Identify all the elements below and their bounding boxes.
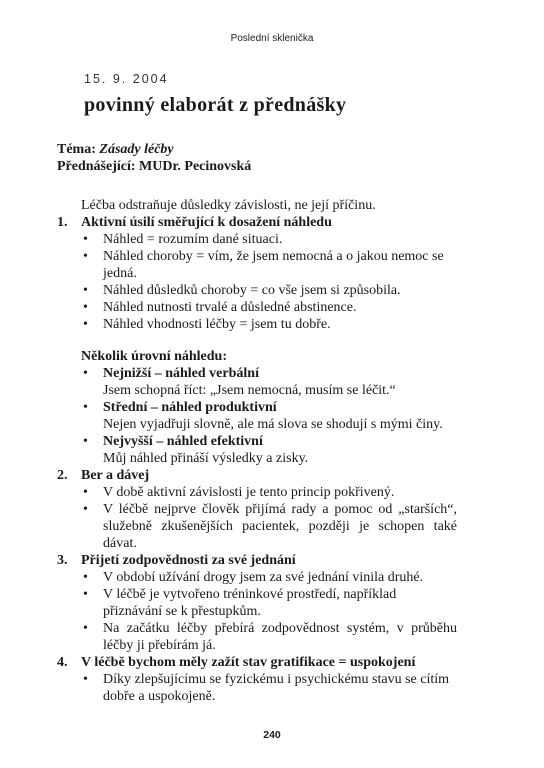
topic-value: Zásady léčby [99,142,174,157]
section-heading: V léčbě bychom měly zažít stav gratifikace = uspokojení [81,655,416,670]
lecturer-line [57,158,457,175]
list-item [81,316,457,333]
bullet-list [81,671,457,705]
section-3 [57,552,457,654]
bullet-list [81,569,457,654]
section-1 [57,214,457,333]
bullet-icon: • [83,317,88,332]
bullet-icon: • [83,283,88,298]
bullet-icon: • [83,570,88,585]
lecturer-value: MUDr. Pecinovská [139,159,252,174]
document-body [57,141,457,705]
list-item-text: Náhled choroby = vím, že jsem nemocná a o jakou nemoc se jedná. [103,249,444,281]
list-item [81,484,457,501]
list-item-text: V době aktivní závislosti je tento princip pokřivený. [103,485,395,500]
list-item [81,231,457,248]
bullet-list [81,231,457,333]
list-item-text: V léčbě je vytvořeno tréninkové prostředí, například přiznávání se k přestupkům. [103,587,397,619]
running-header: Poslední sklenička [230,33,314,44]
section-2 [57,467,457,552]
levels-list [81,365,457,467]
bullet-icon: • [83,232,88,247]
page-title: povinný elaborát z přednášky [84,94,347,116]
bullet-icon: • [83,249,88,264]
section-heading: Ber a dávej [81,468,150,483]
level-name: Střední – náhled produktivní [103,400,277,415]
list-item-text: Náhled vhodnosti léčby = jsem tu dobře. [103,317,331,332]
list-item [81,282,457,299]
bullet-list [81,484,457,552]
section-heading: Aktivní úsilí směřující k dosažení náhledu [81,215,332,230]
bullet-icon: • [83,434,88,449]
level-desc: Jsem schopná říct: „Jsem nemocná, musím se léčit.“ [103,383,396,398]
levels-heading: Několik úrovní náhledu: [81,349,228,364]
level-name: Nejnižší – náhled verbální [103,366,259,381]
bullet-icon: • [83,502,88,517]
list-item [81,248,457,282]
topic-line [57,141,457,158]
level-item [81,365,457,399]
page-number: 240 [263,729,281,741]
level-desc: Můj náhled přináší výsledky a zisky. [103,451,309,466]
bullet-icon: • [83,485,88,500]
list-item [81,299,457,316]
level-item [81,433,457,467]
section-number: 3. [57,553,68,568]
section-number: 1. [57,215,68,230]
bullet-icon: • [83,672,88,687]
topic-label: Téma: [57,142,96,157]
bullet-icon: • [83,300,88,315]
list-item-text: Náhled nutnosti trvalé a důsledné abstinence. [103,300,357,315]
list-item [81,569,457,586]
bullet-icon: • [83,621,88,636]
section-number: 4. [57,655,68,670]
list-item-text: Na začátku léčby přebírá zodpovědnost systém, v průběhu léčby ji přebírám já. [103,621,457,653]
level-desc: Nejen vyjadřuji slovně, ale má slova se shodují s mými činy. [103,417,443,432]
section-heading: Přijetí zodpovědnosti za své jednání [81,553,296,568]
lecturer-label: Přednášející: [57,159,136,174]
entry-date: 15. 9. 2004 [84,72,169,86]
intro-paragraph: Léčba odstraňuje důsledky závislosti, ne její příčinu. [81,198,376,213]
level-name: Nejvyšší – náhled efektivní [103,434,263,449]
bullet-icon: • [83,366,88,381]
section-4 [57,654,457,705]
bullet-icon: • [83,400,88,415]
list-item [81,620,457,654]
list-item-text: Díky zlepšujícímu se fyzickému i psychickému stavu se cítím dobře a uspokojeně. [103,672,450,704]
list-item [81,586,457,620]
list-item [81,671,457,705]
list-item-text: Náhled = rozumím dané situaci. [103,232,283,247]
list-item-text: V léčbě nejprve člověk přijímá rady a pomoc od „starších“, služebně zkušenějších pacientek, později je schopen také dávat. [103,502,457,551]
list-item-text: Náhled důsledků choroby = co vše jsem si způsobila. [103,283,401,298]
list-item-text: V období užívání drogy jsem za své jednání vinila druhé. [103,570,424,585]
list-item [81,501,457,552]
levels-block [57,365,457,467]
level-item [81,399,457,433]
section-number: 2. [57,468,68,483]
bullet-icon: • [83,587,88,602]
